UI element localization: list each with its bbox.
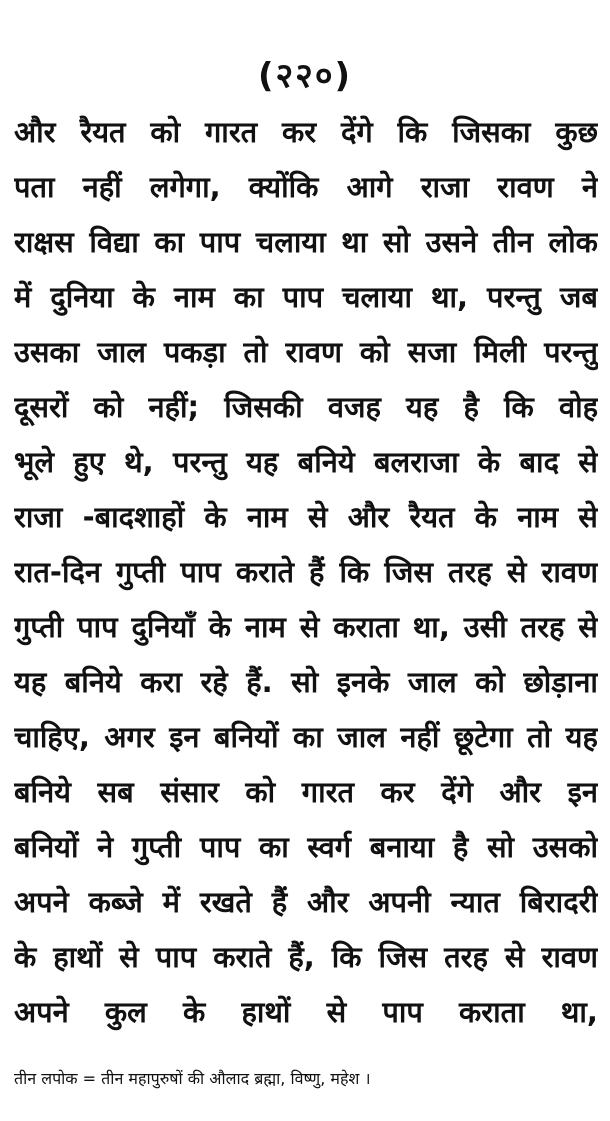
- word: तरह: [447, 555, 492, 589]
- text-line: [14, 379, 598, 434]
- word: उसका: [14, 335, 80, 369]
- word: के: [208, 610, 232, 644]
- word: को: [245, 775, 276, 809]
- word: रावण: [541, 555, 598, 589]
- word: गारत: [301, 775, 354, 809]
- word: जिसका: [452, 115, 531, 149]
- word: ने: [581, 170, 598, 204]
- word: हैं: [309, 555, 325, 589]
- word: के: [132, 280, 155, 314]
- word: कर: [380, 775, 415, 809]
- word: बनाया: [369, 830, 435, 864]
- word: हैं: [271, 885, 288, 919]
- word: ने: [97, 830, 114, 864]
- word: पाप: [77, 610, 118, 644]
- word: पता: [14, 170, 55, 204]
- word: उसी: [463, 610, 507, 644]
- word: बनिये: [297, 445, 355, 479]
- word: यह: [14, 665, 47, 699]
- word: सो: [486, 830, 515, 864]
- text-line: [14, 874, 598, 929]
- word: वजह: [327, 390, 381, 424]
- word: पाप: [155, 940, 197, 974]
- word: हैं,: [288, 940, 315, 974]
- word: परन्तु: [487, 280, 541, 314]
- word: बनियों: [214, 720, 279, 754]
- word: पाप: [199, 225, 241, 259]
- word: जिस: [378, 940, 428, 974]
- word: दूसरों: [14, 390, 69, 424]
- word: रात-दिन: [14, 555, 101, 589]
- word: हाथों: [241, 995, 291, 1029]
- word: कि: [397, 115, 428, 149]
- word: जिस: [384, 555, 433, 589]
- word: न्यात: [450, 885, 500, 919]
- word: बलराजा: [373, 445, 459, 479]
- word: जाल: [337, 720, 386, 754]
- word: गुप्ती: [14, 610, 64, 644]
- word: तरह: [444, 940, 488, 974]
- text-line: [14, 599, 598, 654]
- word: को: [150, 115, 181, 149]
- word: पाप: [282, 280, 324, 314]
- word: गुप्ती: [131, 830, 182, 864]
- footnote: तीन लपोक = तीन महापुरुषों की औलाद ब्रह्मा, विष्णु, महेश ।: [14, 1069, 371, 1088]
- word: यह: [565, 720, 598, 754]
- word: का: [154, 225, 185, 259]
- word: जिसकी: [224, 390, 303, 424]
- word: वोह: [558, 390, 598, 424]
- word: में: [162, 885, 180, 919]
- word: के: [183, 995, 206, 1029]
- word: हुए: [73, 445, 105, 479]
- word: राजा: [14, 500, 63, 534]
- word: था,: [431, 280, 469, 314]
- word: बिरादरी: [519, 885, 598, 919]
- word: गुप्ती: [115, 555, 166, 589]
- word: दुनियाँ: [131, 610, 195, 644]
- word: कराता: [333, 610, 399, 644]
- word: के: [204, 500, 227, 534]
- word: नहीं;: [148, 390, 200, 424]
- word: कराते: [235, 555, 295, 589]
- word: नाम: [517, 500, 559, 534]
- word: के: [477, 445, 501, 479]
- text-line: [14, 819, 598, 874]
- word: सो: [382, 225, 411, 259]
- text-line: [14, 544, 598, 599]
- word: आगे: [346, 170, 393, 204]
- word: चलाया: [342, 280, 413, 314]
- word: से: [119, 940, 139, 974]
- word: तो: [243, 335, 268, 369]
- word: देंगे: [340, 115, 373, 149]
- word: था: [341, 225, 368, 259]
- word: कुल: [104, 995, 147, 1029]
- text-line: [14, 434, 598, 489]
- text-line: [14, 214, 598, 269]
- word: को: [359, 335, 390, 369]
- word: बनिये: [14, 775, 71, 809]
- word: तरह: [520, 610, 565, 644]
- text-line: [14, 709, 598, 764]
- word: अपनी: [368, 885, 431, 919]
- word: रैयत: [80, 115, 126, 149]
- page-number: (२२०): [257, 56, 353, 96]
- word: से: [504, 940, 525, 974]
- word: कि: [331, 940, 362, 974]
- word: जाल: [407, 665, 457, 699]
- word: हैं.: [246, 665, 273, 699]
- word: से: [578, 445, 598, 479]
- word: राक्षस: [14, 225, 74, 259]
- word: से: [299, 610, 320, 644]
- word: क्योंकि: [248, 170, 319, 204]
- word: रैयत: [409, 500, 455, 534]
- word: से: [326, 995, 347, 1029]
- word: यह: [406, 390, 439, 424]
- word: रखते: [199, 885, 252, 919]
- word: उसको: [532, 830, 598, 864]
- word: गारत: [204, 115, 258, 149]
- word: चलाया: [255, 225, 326, 259]
- word: बनियों: [14, 830, 79, 864]
- word: उसने: [425, 225, 478, 259]
- text-line: [14, 159, 598, 214]
- text-line: [14, 764, 598, 819]
- word: को: [475, 665, 505, 699]
- word: से: [307, 500, 328, 534]
- word: थे,: [124, 445, 154, 479]
- word: कराता: [459, 995, 525, 1029]
- word: था,: [560, 995, 598, 1029]
- word: है: [463, 390, 479, 424]
- word: से: [578, 610, 598, 644]
- word: परन्तु: [173, 445, 227, 479]
- word: सो: [291, 665, 319, 699]
- word: सब: [97, 775, 134, 809]
- word: बनिये: [64, 665, 122, 699]
- word: और: [499, 775, 542, 809]
- word: है: [452, 830, 469, 864]
- word: कि: [504, 390, 534, 424]
- word: के: [14, 940, 37, 974]
- word: के: [474, 500, 498, 534]
- word: स्वर्ग: [307, 830, 352, 864]
- text-line: [14, 929, 598, 984]
- word: इन: [169, 720, 200, 754]
- word: पकड़ा: [163, 335, 226, 369]
- word: नाम: [173, 280, 215, 314]
- word: कुछ: [555, 115, 598, 149]
- word: से: [506, 555, 527, 589]
- word: कर: [282, 115, 317, 149]
- word: मिली: [474, 335, 527, 369]
- word: छोड़ाना: [523, 665, 598, 699]
- word: छूटेगा: [453, 720, 513, 754]
- word: रहे: [200, 665, 228, 699]
- word: जाल: [97, 335, 146, 369]
- text-line: [14, 654, 598, 709]
- word: भूले: [14, 445, 55, 479]
- word: और: [14, 115, 56, 149]
- word: नहीं: [400, 720, 440, 754]
- word: का: [292, 720, 323, 754]
- word: रावण: [541, 940, 598, 974]
- body-text: [14, 104, 598, 1039]
- word: नाम: [246, 500, 288, 534]
- word: इनके: [336, 665, 390, 699]
- word: जब: [559, 280, 598, 314]
- word: लोक: [548, 225, 598, 259]
- word: कि: [339, 555, 370, 589]
- word: और: [307, 885, 349, 919]
- word: विद्या: [89, 225, 139, 259]
- word: पाप: [382, 995, 423, 1029]
- word: रावण: [497, 170, 554, 204]
- word: तो: [527, 720, 552, 754]
- text-line: [14, 324, 598, 379]
- word: -बादशाहों: [82, 500, 185, 534]
- word: परन्तु: [544, 335, 598, 369]
- word: नहीं: [82, 170, 122, 204]
- word: का: [233, 280, 264, 314]
- word: रावण: [285, 335, 342, 369]
- word: का: [258, 830, 289, 864]
- word: बाद: [519, 445, 559, 479]
- word: पाप: [199, 830, 241, 864]
- word: चाहिए,: [14, 720, 90, 754]
- word: तीन: [492, 225, 533, 259]
- word: में: [14, 280, 32, 314]
- word: कराते: [213, 940, 272, 974]
- word: देंगे: [441, 775, 473, 809]
- word: संसार: [160, 775, 219, 809]
- word: राजा: [420, 170, 470, 204]
- word: कब्जे: [88, 885, 143, 919]
- word: अपने: [14, 885, 69, 919]
- word: से: [578, 500, 598, 534]
- word: इन: [567, 775, 598, 809]
- word: था,: [412, 610, 450, 644]
- word: अपने: [14, 995, 69, 1029]
- word: और: [347, 500, 390, 534]
- word: अगर: [104, 720, 155, 754]
- text-line: [14, 104, 598, 159]
- text-line: [14, 489, 598, 544]
- word: लगेगा,: [149, 170, 221, 204]
- word: नाम: [244, 610, 286, 644]
- word: पाप: [180, 555, 221, 589]
- word: दुनिया: [50, 280, 114, 314]
- text-line: [14, 269, 598, 324]
- word: को: [93, 390, 124, 424]
- word: यह: [246, 445, 279, 479]
- word: करा: [140, 665, 182, 699]
- text-line: [14, 984, 598, 1039]
- word: हाथों: [53, 940, 103, 974]
- word: सजा: [407, 335, 457, 369]
